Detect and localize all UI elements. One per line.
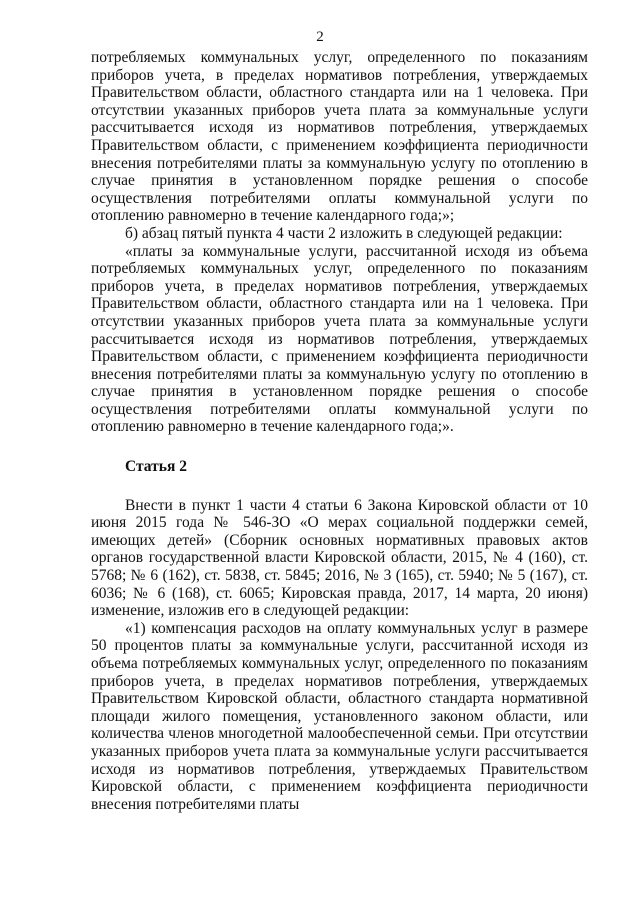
page-number: 2 <box>316 29 324 45</box>
paragraph-amendment-b: б) абзац пятый пункта 4 части 2 изложить в следующей редакции: <box>125 224 563 242</box>
paragraph-continuation: потребляемых коммунальных услуг, определенного по показаниям приборов учета, в пределах нормативов потребления, утверждаемых Правительством области, областного стандарта или на 1 человека. При отсутствии указанных приборов учета плата за коммунальные услуги рассчитывается исходя из нормативов потребления, утверждаемых Правительством области, с применением коэффициента периодичности внесения потребителями платы за коммунальную услугу по отоплению в случае принятия в установленном порядке решения о способе осуществления потребителями оплаты коммунальной услуги по отоплению равномерно в течение календарного года;»; <box>91 49 588 225</box>
paragraph-quoted-text: «платы за коммунальные услуги, рассчитанной исходя из объема потребляемых коммунальных услуг, определенного по показаниям приборов учета, в пределах нормативов потребления, утверждаемых Правительством области, областного стандарта или на 1 человека. При отсутствии указанных приборов учета плата за коммунальные услуги рассчитывается исходя из нормативов потребления, утверждаемых Правительством области, с применением коэффициента периодичности внесения потребителями платы за коммунальную услугу по отоплению в случае принятия в установленном порядке решения о способе осуществления потребителями оплаты коммунальной услуги по отоплению равномерно в течение календарного года;». <box>91 242 588 436</box>
paragraph-amendment-intro: Внести в пункт 1 части 4 статьи 6 Закона Кировской области от 10 июня 2015 года № 546-ЗО «О мерах социальной поддержки семей, имеющих детей» (Сборник основных нормативных правовых актов органов государственной власти Кировской области, 2015, № 4 (160), ст. 5768; № 6 (162), ст. 5838, ст. 5845; 2016, № 3 (165), ст. 5940; № 5 (167), ст. 6036; № 6 (168), ст. 6065; Кировская правда, 2017, 14 марта, 20 июня) изменение, изложив его в следующей редакции: <box>91 496 588 620</box>
paragraph-quoted-item-1: «1) компенсация расходов на оплату коммунальных услуг в размере 50 процентов платы за коммунальные услуги, рассчитанной исходя из объема потребляемых коммунальных услуг, определенного по показаниям приборов учета, в пределах нормативов потребления, утверждаемых Правительством Кировской области, областного стандарта нормативной площади жилого помещения, установленного законом области, или количества членов многодетной малообеспеченной семьи. При отсутствии указанных приборов учета плата за коммунальные услуги рассчитывается исходя из нормативов потребления, утверждаемых Правительством Кировской области, с применением коэффициента периодичности внесения потребителями платы <box>91 619 588 813</box>
document-body <box>91 49 588 813</box>
article-2-heading: Статья 2 <box>125 458 187 476</box>
